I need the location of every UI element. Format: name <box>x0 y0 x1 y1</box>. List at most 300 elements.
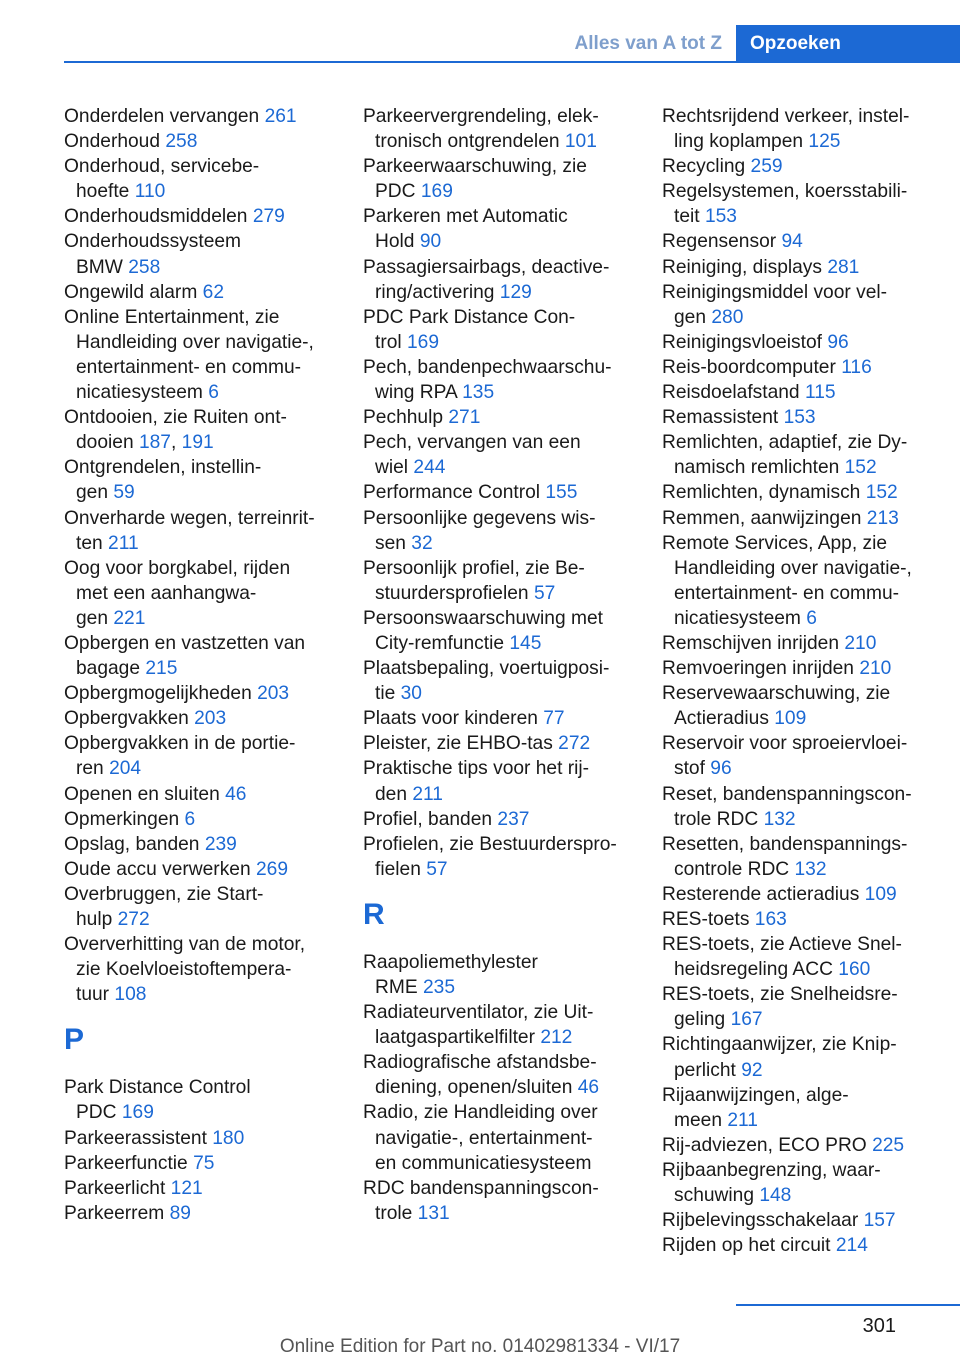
entry-text: Onderhoudsmiddelen <box>64 206 248 228</box>
entry-text: dooien <box>76 432 134 454</box>
entry-text: Parkeervergrendeling, elek- <box>363 106 599 127</box>
page-link[interactable]: 108 <box>114 984 147 1006</box>
index-entry <box>662 1133 930 1158</box>
entry-text: gen <box>76 607 109 629</box>
index-entry <box>64 104 332 129</box>
entry-text: Opmerkingen <box>64 808 180 830</box>
entry-text: heidsregeling ACC <box>674 959 833 981</box>
index-entry <box>662 380 930 405</box>
entry-text: Remassistent <box>662 407 779 429</box>
page-link[interactable]: 261 <box>264 106 297 127</box>
index-entry <box>363 950 631 1000</box>
page-link[interactable]: 180 <box>212 1127 245 1149</box>
index-entry <box>662 430 930 480</box>
page-link[interactable]: 132 <box>763 808 796 830</box>
entry-text: Remote Services, App, zie <box>662 532 888 554</box>
index-entry <box>363 832 631 882</box>
entry-text: Reservewaarschuwing, zie <box>662 683 891 705</box>
index-entry <box>64 631 332 681</box>
entry-text: Radio, zie Handleiding over <box>363 1102 598 1124</box>
index-entry <box>64 305 332 405</box>
index-entry <box>64 1151 332 1176</box>
page-link[interactable]: 125 <box>808 131 841 153</box>
index-entry <box>64 882 332 932</box>
index-entry <box>662 330 930 355</box>
page-link[interactable]: 237 <box>497 808 530 830</box>
entry-text: trole <box>375 1202 413 1224</box>
page-link[interactable]: 152 <box>844 457 877 479</box>
entry-text: Hold <box>375 231 415 253</box>
page-link[interactable]: 109 <box>774 708 807 730</box>
page-link[interactable]: 145 <box>509 632 542 654</box>
page-link[interactable]: 269 <box>255 858 288 880</box>
page-link[interactable]: 57 <box>533 582 556 604</box>
entry-text: nicatiesysteem <box>76 382 203 404</box>
footer-rule <box>736 1304 960 1306</box>
index-entry <box>363 255 631 305</box>
index-entry <box>363 355 631 405</box>
entry-text: Oververhitting van de motor, <box>64 934 306 956</box>
page-link[interactable]: 153 <box>783 407 816 429</box>
entry-text: met een aanhangwa- <box>76 582 257 604</box>
entry-text: sen <box>375 532 406 554</box>
index-entry <box>363 305 631 355</box>
page-link[interactable]: 221 <box>113 607 146 629</box>
index-entry <box>64 1075 332 1125</box>
index-entry <box>64 706 332 731</box>
entry-text: namisch remlichten <box>674 457 840 479</box>
index-entry <box>363 430 631 480</box>
page-link[interactable]: 160 <box>838 959 871 981</box>
entry-text: entertainment- en commu- <box>76 356 302 378</box>
entry-text: controle RDC <box>674 858 790 880</box>
index-entry <box>64 154 332 204</box>
index-entry <box>662 681 930 731</box>
entry-text: Handleiding over navigatie-, <box>76 331 314 353</box>
entry-text: wiel <box>375 457 409 479</box>
entry-text: nicatiesysteem <box>674 607 801 629</box>
index-entry <box>363 1050 631 1100</box>
entry-text: Parkeerassistent <box>64 1127 207 1149</box>
page-link[interactable]: 90 <box>419 231 442 253</box>
entry-text: RES-toets, zie Snelheidsre- <box>662 984 898 1006</box>
entry-text: Persoonswaarschuwing met <box>363 607 603 629</box>
entry-text: Parkeerlicht <box>64 1177 166 1199</box>
page-link[interactable]: 59 <box>113 482 135 504</box>
index-entry <box>363 606 631 656</box>
page-link[interactable]: 121 <box>170 1177 203 1199</box>
page-link[interactable]: 235 <box>422 977 455 998</box>
index-entry <box>662 280 930 330</box>
entry-text: stuurdersprofielen <box>375 582 529 604</box>
entry-text: Raapoliemethylester <box>363 951 538 973</box>
page-link[interactable]: 213 <box>866 507 899 529</box>
index-entry <box>662 480 930 505</box>
index-entry <box>662 255 930 280</box>
page-link[interactable]: 77 <box>543 708 565 730</box>
index-entry <box>64 455 332 505</box>
entry-text: Regelsystemen, koersstabili- <box>662 181 908 203</box>
page-link[interactable]: 211 <box>412 783 443 805</box>
entry-text: geling <box>674 1009 726 1031</box>
page-link[interactable]: 157 <box>863 1210 896 1232</box>
entry-text: gen <box>674 306 707 328</box>
entry-text: Profielen, zie Bestuurderspro- <box>363 833 617 855</box>
entry-text: Handleiding over navigatie-, <box>674 557 912 579</box>
entry-text: Reinigingsmiddel voor vel- <box>662 281 888 303</box>
entry-text: Rijden op het circuit <box>662 1235 831 1257</box>
page-link[interactable]: 203 <box>194 708 227 730</box>
page-link[interactable]: 281 <box>827 256 860 278</box>
page-link[interactable]: 204 <box>109 758 142 780</box>
page-link[interactable]: 101 <box>564 131 597 153</box>
entry-text: Parkeerrem <box>64 1202 165 1224</box>
entry-text: RES-toets <box>662 909 750 930</box>
entry-text: en communicatiesysteem <box>375 1152 592 1174</box>
entry-text: Resetten, bandenspannings- <box>662 833 908 855</box>
entry-text: teit <box>674 206 700 228</box>
index-letter-heading: P <box>64 1023 85 1057</box>
page-link[interactable]: 57 <box>426 858 448 880</box>
index-entry <box>363 506 631 556</box>
index-entry <box>662 907 930 932</box>
page-link[interactable]: 211 <box>108 532 139 554</box>
index-entry <box>363 405 631 430</box>
index-entry <box>64 1176 332 1201</box>
edition-note: Online Edition for Part no. 01402981334 - VI/17 <box>279 1336 681 1357</box>
entry-text: City-remfunctie <box>375 632 505 654</box>
page-link[interactable]: 109 <box>864 883 897 905</box>
index-entry <box>662 656 930 681</box>
page-link[interactable]: 210 <box>844 632 877 654</box>
entry-text: Recycling <box>662 156 746 178</box>
index-entry <box>363 656 631 706</box>
index-entry <box>64 129 332 154</box>
page-link[interactable]: 135 <box>462 382 495 404</box>
page-link[interactable]: 244 <box>413 457 446 479</box>
entry-text: Oog voor borgkabel, rijden <box>64 557 291 579</box>
index-entry <box>662 1083 930 1133</box>
index-entry <box>64 280 332 305</box>
entry-text: entertainment- en commu- <box>674 582 900 604</box>
page-link[interactable]: 211 <box>727 1109 758 1131</box>
index-entry <box>662 531 930 631</box>
entry-text: trole RDC <box>674 808 759 830</box>
index-column-1 <box>64 104 332 1226</box>
page-link[interactable]: 153 <box>704 206 737 228</box>
page-header <box>0 25 960 63</box>
entry-text: tie <box>375 683 396 705</box>
section-tab[interactable]: Opzoeken <box>736 25 960 63</box>
entry-text: hulp <box>76 909 113 930</box>
index-column-3 <box>662 104 930 1258</box>
entry-text: Remmen, aanwijzingen <box>662 507 862 529</box>
entry-text: schuwing <box>674 1185 754 1207</box>
index-entry <box>662 229 930 254</box>
index-entry <box>662 405 930 430</box>
page-link[interactable]: 132 <box>794 858 827 880</box>
entry-text: Regensensor <box>662 231 777 253</box>
entry-text: Praktische tips voor het rij- <box>363 758 590 780</box>
entry-text: PDC Park Distance Con- <box>363 306 576 328</box>
page-link[interactable]: 163 <box>754 909 787 930</box>
index-entry <box>64 807 332 832</box>
index-entry <box>64 1201 332 1226</box>
index-column-2 <box>363 104 631 1226</box>
page-link[interactable]: 152 <box>865 482 898 504</box>
page-link[interactable]: 212 <box>540 1027 573 1049</box>
entry-text: stof <box>674 758 705 780</box>
entry-text: Passagiersairbags, deactive- <box>363 256 610 278</box>
page-link[interactable]: 215 <box>145 658 178 680</box>
entry-text: Rechtsrijdend verkeer, instel- <box>662 106 910 127</box>
index-entry <box>662 1208 930 1233</box>
page-link[interactable]: 272 <box>117 909 150 930</box>
entry-text: Persoonlijk profiel, zie Be- <box>363 557 585 579</box>
page-link[interactable]: 167 <box>730 1009 763 1031</box>
entry-text: Reset, bandenspanningscon- <box>662 783 912 805</box>
entry-text: Opbergmogelijkheden <box>64 683 252 705</box>
entry-text: navigatie-, entertainment- <box>375 1127 593 1149</box>
entry-text: Remlichten, adaptief, zie Dy- <box>662 432 908 454</box>
entry-text: Plaatsbepaling, voertuigposi- <box>363 658 610 680</box>
entry-text: Park Distance Control <box>64 1077 251 1099</box>
page-link[interactable]: 6 <box>208 382 219 404</box>
entry-text: Overbruggen, zie Start- <box>64 883 264 905</box>
entry-text: Opbergvakken in de portie- <box>64 733 296 755</box>
page-link[interactable]: 169 <box>420 181 453 203</box>
header-rule <box>64 61 960 63</box>
entry-text: Opslag, banden <box>64 833 200 855</box>
page-link[interactable]: 62 <box>202 281 224 303</box>
entry-text: Remlichten, dynamisch <box>662 482 861 504</box>
page-link[interactable]: 94 <box>781 231 803 253</box>
entry-text: Remvoeringen inrijden <box>662 658 854 680</box>
entry-text: Profiel, banden <box>363 808 493 830</box>
index-entry <box>662 832 930 882</box>
entry-text: diening, openen/sluiten <box>375 1077 573 1099</box>
entry-text: Openen en sluiten <box>64 783 220 805</box>
page-link[interactable]: 279 <box>252 206 285 228</box>
index-entry <box>662 982 930 1032</box>
page-link[interactable]: 203 <box>257 683 290 705</box>
index-entry <box>64 506 332 556</box>
entry-text: Opbergvakken <box>64 708 189 730</box>
entry-text: Parkeerwaarschuwing, zie <box>363 156 587 178</box>
entry-text: Pleister, zie EHBO-tas <box>363 733 553 755</box>
page-link[interactable]: 89 <box>169 1202 191 1224</box>
index-entry <box>363 204 631 254</box>
page-link[interactable]: 6 <box>806 607 817 629</box>
entry-text: Resterende actieradius <box>662 883 860 905</box>
page-link[interactable]: 32 <box>411 532 433 554</box>
page-link[interactable]: 258 <box>165 131 198 153</box>
entry-text: hoefte <box>76 181 130 203</box>
index-entry <box>662 154 930 179</box>
page-link[interactable]: 169 <box>407 331 440 353</box>
index-entry <box>662 1032 930 1082</box>
entry-text: Reiniging, displays <box>662 256 822 278</box>
entry-text: gen <box>76 482 109 504</box>
entry-text: Opbergen en vastzetten van <box>64 632 306 654</box>
entry-text: Persoonlijke gegevens wis- <box>363 507 596 529</box>
entry-text: Pech, vervangen van een <box>363 432 581 454</box>
page-link[interactable]: 75 <box>193 1152 215 1174</box>
page-link[interactable]: 169 <box>121 1102 154 1124</box>
index-entry <box>363 480 631 505</box>
entry-text: Online Entertainment, zie <box>64 306 280 328</box>
section-title: Alles van A tot Z <box>574 33 722 54</box>
page-link[interactable]: 30 <box>400 683 422 705</box>
page-link[interactable]: 225 <box>872 1134 905 1156</box>
entry-text: Ontgrendelen, instellin- <box>64 457 262 479</box>
entry-text: Rijbelevingsschakelaar <box>662 1210 859 1232</box>
entry-text: Performance Control <box>363 482 541 504</box>
entry-text: ten <box>76 532 103 554</box>
index-entry <box>64 681 332 706</box>
index-entry <box>363 756 631 806</box>
entry-text: Rij-adviezen, ECO PRO <box>662 1134 867 1156</box>
index-entry <box>64 731 332 781</box>
page-number: 301 <box>862 1315 896 1337</box>
entry-text: Rijaanwijzingen, alge- <box>662 1084 849 1106</box>
index-entry <box>64 556 332 631</box>
index-entry <box>363 731 631 756</box>
entry-text: zie Koelvloeistoftempera- <box>76 959 292 981</box>
index-entry <box>662 782 930 832</box>
index-entry <box>662 731 930 781</box>
index-entry <box>662 506 930 531</box>
index-entry <box>64 782 332 807</box>
page-link[interactable]: 46 <box>225 783 247 805</box>
index-entry <box>363 1000 631 1050</box>
entry-text: Actieradius <box>674 708 769 730</box>
entry-text: Pechhulp <box>363 407 444 429</box>
index-entry <box>662 104 930 154</box>
index-entry <box>363 154 631 204</box>
entry-text: fielen <box>375 858 421 880</box>
entry-text: Reinigingsvloeistof <box>662 331 822 353</box>
entry-text: PDC <box>375 181 416 203</box>
index-letter-heading: R <box>363 897 385 931</box>
index-entry <box>662 882 930 907</box>
page-link[interactable]: 272 <box>558 733 591 755</box>
page-link[interactable]: 96 <box>710 758 732 780</box>
entry-text: Pech, bandenpechwaarschu- <box>363 356 612 378</box>
index-entry <box>363 807 631 832</box>
entry-text: perlicht <box>674 1059 736 1081</box>
entry-text: Rijbaanbegrenzing, waar- <box>662 1159 881 1181</box>
entry-text: Ontdooien, zie Ruiten ont- <box>64 407 287 429</box>
entry-text: RME <box>375 977 418 998</box>
entry-text: Reisdoelafstand <box>662 382 800 404</box>
index-entry <box>64 204 332 229</box>
entry-text: Onderhoud, servicebe- <box>64 156 260 178</box>
index-entry <box>64 932 332 1007</box>
index-entry <box>363 1100 631 1175</box>
page-link[interactable]: 187 <box>138 432 171 454</box>
entry-text: Onverharde wegen, terreinrit- <box>64 507 315 529</box>
page-link[interactable]: 214 <box>835 1235 868 1257</box>
page-link[interactable]: 259 <box>750 156 783 178</box>
entry-text: tronisch ontgrendelen <box>375 131 560 153</box>
index-entry <box>662 631 930 656</box>
index-entry <box>662 932 930 982</box>
entry-text: bagage <box>76 658 141 680</box>
entry-text: BMW <box>76 256 123 278</box>
entry-text: Radiateurventilator, zie Uit- <box>363 1002 594 1024</box>
entry-text: Radiografische afstandsbe- <box>363 1052 597 1074</box>
page-link[interactable]: 271 <box>448 407 481 429</box>
entry-text: PDC <box>76 1102 117 1124</box>
entry-text: ling koplampen <box>674 131 804 153</box>
page-link[interactable]: 129 <box>499 281 532 303</box>
entry-text: Reis-boordcomputer <box>662 356 836 378</box>
entry-text: Ongewild alarm <box>64 281 198 303</box>
page-link[interactable]: 116 <box>841 356 872 378</box>
index-entry <box>363 1176 631 1226</box>
entry-text: Onderdelen vervangen <box>64 106 260 127</box>
page-link[interactable]: 210 <box>859 658 892 680</box>
index-entry: Ontdooien, zie Ruiten ont- dooien 187, 191 <box>64 407 287 454</box>
entry-text: Onderhoud <box>64 131 161 153</box>
index-entry <box>363 104 631 154</box>
page-link[interactable]: 148 <box>759 1185 792 1207</box>
entry-text: ring/activering <box>375 281 495 303</box>
page-link[interactable]: 6 <box>184 808 196 830</box>
index-entry <box>662 355 930 380</box>
page-link[interactable]: 131 <box>417 1202 450 1224</box>
page-link[interactable]: 110 <box>134 181 166 203</box>
index-entry <box>64 1126 332 1151</box>
entry-text: wing RPA <box>375 382 457 404</box>
entry-text: Oude accu verwerken <box>64 858 251 880</box>
entry-text: RES-toets, zie Actieve Snel- <box>662 934 902 956</box>
entry-text: ren <box>76 758 104 780</box>
page-link[interactable]: 280 <box>711 306 744 328</box>
entry-text: Reservoir voor sproeiervloei- <box>662 733 908 755</box>
entry-text: Richtingaanwijzer, zie Knip- <box>662 1034 897 1056</box>
page-link[interactable]: 155 <box>545 482 578 504</box>
entry-text: den <box>375 783 408 805</box>
index-entry <box>64 857 332 882</box>
entry-text: meen <box>674 1109 722 1131</box>
page-link[interactable]: 191 <box>181 432 214 454</box>
page-link[interactable]: 96 <box>827 331 849 353</box>
entry-text: tuur <box>76 984 110 1006</box>
entry-text: trol <box>375 331 402 353</box>
entry-text: Plaats voor kinderen <box>363 708 538 730</box>
entry-text: RDC bandenspanningscon- <box>363 1177 599 1199</box>
entry-text: Parkeerfunctie <box>64 1152 188 1174</box>
index-entry <box>64 229 332 279</box>
page-link[interactable]: 92 <box>741 1059 763 1081</box>
entry-text: Remschijven inrijden <box>662 632 840 654</box>
entry-text: laatgaspartikelfilter <box>375 1027 535 1049</box>
index-entry <box>662 179 930 229</box>
page-link[interactable]: 46 <box>577 1077 600 1099</box>
index-entry <box>363 706 631 731</box>
index-entry <box>363 556 631 606</box>
page-link[interactable]: 239 <box>204 833 237 855</box>
entry-text: Onderhoudssysteem <box>64 231 242 253</box>
index-entry <box>662 1233 930 1258</box>
index-entry <box>64 832 332 857</box>
page-link[interactable]: 258 <box>128 256 161 278</box>
index-entry <box>662 1158 930 1208</box>
page-link[interactable]: 115 <box>804 382 836 404</box>
entry-text: Parkeren met Automatic <box>363 206 568 228</box>
